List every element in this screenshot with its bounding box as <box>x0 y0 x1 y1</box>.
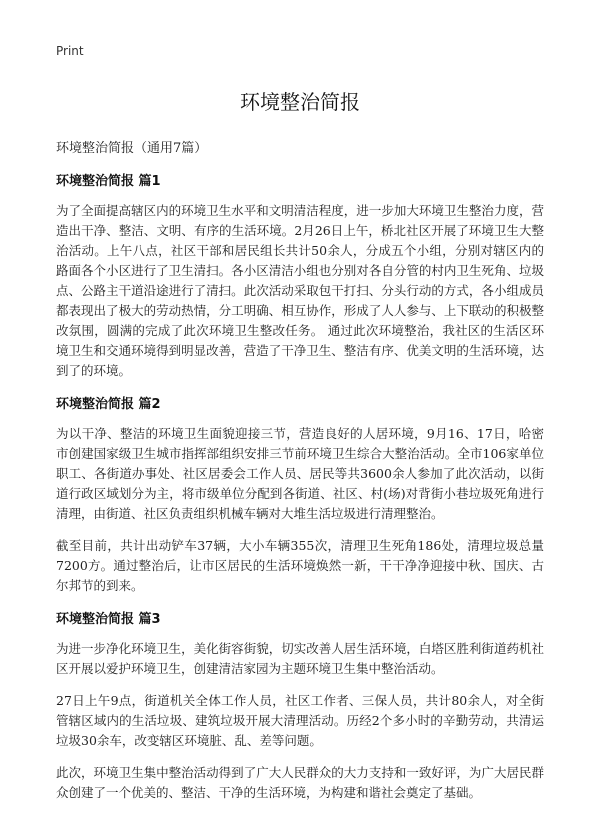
section-paragraph: 截至目前，共计出动铲车37辆，大小车辆355次，清理卫生死角186处，清理垃圾总量7200方。通过整治后，让市区居民的生活环境焕然一新，干干净净迎接中秋、国庆、古尔邦节的到来。 <box>56 538 544 593</box>
section-heading: 环境整治简报 篇1 <box>56 174 161 189</box>
section-paragraph: 为进一步净化环境卫生，美化街容街貌，切实改善人居生活环境，白塔区胜利街道药机社区开展以爱护环境卫生，创建清洁家园为主题环境卫生集中整治活动。 <box>56 641 544 676</box>
section-heading: 环境整治简报 篇3 <box>56 612 161 627</box>
page-title: 环境整治简报 <box>240 90 360 114</box>
section-paragraph: 为以干净、整洁的环境卫生面貌迎接三节，营造良好的人居环境，9月16、17日，哈密市创建国家级卫生城市指挥部组织安排三节前环境卫生综合大整治活动。全市106家单位职工、各街道办事处、社区居委会工作人员、居民等共3600余人参加了此次活动，以街道行政区域划分为主，将市级单位分配到各街道、社区、村(场)对背街小巷垃圾死角进行清理，由街道、社区负责组织机械车辆对大堆生活垃圾进行清理整治。 <box>56 426 544 521</box>
section-heading: 环境整治简报 篇2 <box>56 397 161 412</box>
section-1 <box>56 170 544 381</box>
section-2 <box>56 393 544 596</box>
document-subtitle: 环境整治简报（通用7篇） <box>56 141 208 156</box>
section-3 <box>56 608 544 803</box>
section-paragraph: 为了全面提高辖区内的环境卫生水平和文明清洁程度，进一步加大环境卫生整治力度，营造出干净、整洁、文明、有序的生活环境。2月26日上午，桥北社区开展了环境卫生大整治活动。上午八点，社区干部和居民组长共计50余人，分成五个小组，分别对辖区内的路面各个小区进行了卫生清扫。各小区清洁小组也分别对各自分管的村内卫生死角、垃圾点、公路主干道沿途进行了清扫。此次活动采取包干打扫、分头行动的方式，各小组成员都表现出了极大的劳动热情，分工明确、相互协作，形成了人人参与、上下联动的积极整改氛围，圆满的完成了此次环境卫生整改任务。 通过此次环境整治，我社区的生活区环境卫生和交通环境得到明显改善，营造了干净卫生、整洁有序、优美文明的生活环境，达到了的环境。 <box>56 203 544 378</box>
section-paragraph: 此次，环境卫生集中整治活动得到了广大人民群众的大力支持和一致好评，为广大居民群众创建了一个优美的、整洁、干净的生活环境，为构建和谐社会奠定了基础。 <box>56 765 544 800</box>
print-link[interactable]: Print <box>56 44 84 58</box>
section-paragraph: 27日上午9点，街道机关全体工作人员，社区工作者、三保人员，共计80余人，对全街管辖区域内的生活垃圾、建筑垃圾开展大清理活动。历经2个多小时的辛勤劳动，共清运垃圾30余车，改变辖区环境脏、乱、差等问题。 <box>56 693 544 748</box>
